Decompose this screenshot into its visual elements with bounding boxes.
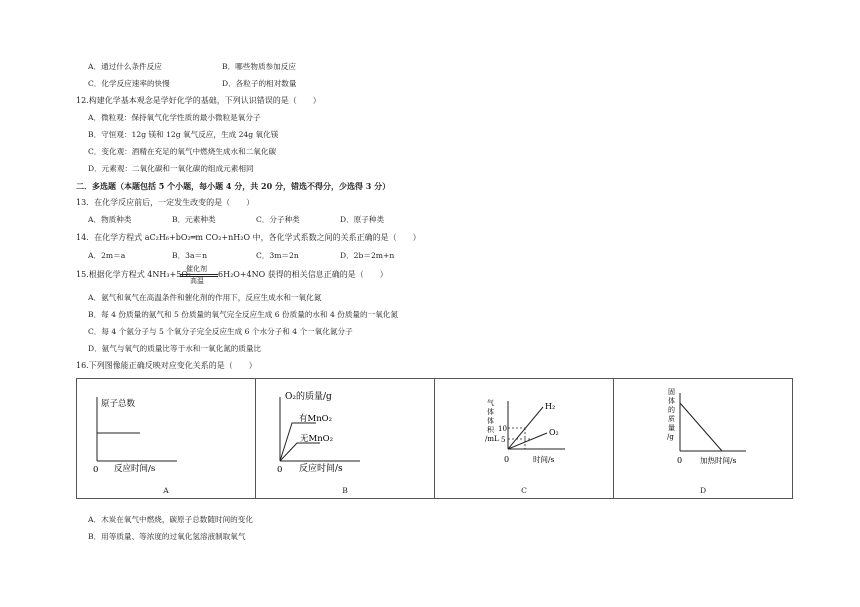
q15-catalyst: 催化剂 bbox=[186, 265, 207, 273]
q14-option-b: B．3a＝n bbox=[172, 251, 208, 260]
q15-arrow-line bbox=[180, 274, 218, 275]
q15-option-a: A．氨气和氧气在高温条件和催化剂的作用下，反应生成水和一氧化氮 bbox=[88, 293, 322, 302]
q13-stem: 13．在化学反应前后，一定发生改变的是（ ） bbox=[76, 198, 255, 207]
graph-b-svg bbox=[256, 379, 434, 483]
q12-option-c: C．变化观：酒精在充足的氧气中燃烧生成水和二氧化碳 bbox=[88, 147, 277, 156]
graph-d-ylabel-4: 质 bbox=[668, 415, 675, 423]
graph-d-label: D bbox=[699, 486, 707, 495]
q12-option-a: A．微粒观：保持氧气化学性质的最小微粒是氧分子 bbox=[88, 113, 261, 122]
graph-c-ylabel-4: 积 bbox=[487, 426, 494, 434]
graph-b-line2-label: 无MnO₂ bbox=[300, 434, 334, 444]
graph-a-svg bbox=[77, 379, 255, 483]
graph-c-label: C bbox=[521, 486, 527, 495]
q13-option-b: B．元素种类 bbox=[172, 215, 216, 224]
graph-c-tick-5: 5 bbox=[501, 436, 506, 444]
q12-option-d: D．元素观：二氧化碳和一氧化碳的组成元素相同 bbox=[88, 164, 254, 173]
graph-d-svg bbox=[614, 379, 792, 483]
q16-stem: 16.下列图像能正确反映对应变化关系的是（ ） bbox=[76, 361, 257, 370]
q11-option-c: C．化学反应速率的快慢 bbox=[88, 79, 170, 88]
graph-d-line bbox=[680, 403, 722, 451]
graph-a-ylabel: 原子总数 bbox=[101, 399, 136, 409]
graph-c-origin: 0 bbox=[504, 455, 510, 464]
graph-d-xlabel: 加热时间/s bbox=[700, 456, 737, 465]
q14-option-a: A．2m＝a bbox=[88, 251, 126, 260]
graph-c-ylabel-2: 体 bbox=[487, 408, 494, 416]
graph-a-origin: 0 bbox=[93, 465, 99, 475]
q14-option-c: C．3m＝2n bbox=[256, 251, 299, 260]
q11-option-b: B．哪些物质参加反应 bbox=[222, 62, 296, 71]
graph-d-ylabel-3: 的 bbox=[668, 406, 675, 414]
graph-c-ylabel-1: 气 bbox=[487, 399, 494, 407]
q12-option-b: B．守恒观：12g 镁和 12g 氧气反应，生成 24g 氧化镁 bbox=[88, 130, 279, 139]
graph-b bbox=[256, 379, 434, 483]
graph-a-label: A bbox=[163, 486, 169, 495]
q11-option-a: A．通过什么条件反应 bbox=[88, 62, 162, 71]
q15-option-c: C．每 4 个氨分子与 5 个氧分子完全反应生成 6 个水分子和 4 个一氧化氮分子 bbox=[88, 327, 353, 336]
graph-d-ylabel-1: 固 bbox=[668, 388, 675, 396]
graph-c-xlabel: 时间/s bbox=[533, 455, 555, 464]
q12-stem: 12.构建化学基本观念是学好化学的基础，下列认识错误的是（ ） bbox=[76, 96, 321, 105]
graph-c-o2-line bbox=[508, 433, 547, 449]
q13-option-c: C．分子种类 bbox=[256, 215, 300, 224]
graph-c-ylabel-3: 体 bbox=[487, 417, 494, 425]
q13-option-d: D．原子种类 bbox=[340, 215, 385, 224]
q15-option-d: D．氨气与氧气的质量比等于水和一氧化氮的质量比 bbox=[88, 344, 262, 353]
graph-d bbox=[614, 379, 792, 483]
q11-option-d: D．各粒子的相对数量 bbox=[222, 79, 297, 88]
q14-stem: 14．在化学方程式 aC₂H₆+bO₂═m CO₂+nH₂O 中，各化学式系数之间的关系正确的是（ ） bbox=[76, 233, 421, 242]
graph-c-o2-label: O₂ bbox=[549, 428, 559, 437]
graph-d-origin: 0 bbox=[677, 456, 683, 465]
graph-c-ylabel-5: /mL bbox=[485, 435, 499, 443]
q16-option-a: A．木炭在氧气中燃烧，碳原子总数随时间的变化 bbox=[88, 515, 253, 524]
graph-d-ylabel-6: /g bbox=[667, 433, 674, 441]
q15-stem-pre: 15.根据化学方程式 4NH₃+5O₂ bbox=[76, 270, 192, 279]
graph-a-xlabel: 反应时间/s bbox=[114, 464, 156, 474]
graph-b-xlabel: 反应时间/s bbox=[299, 464, 343, 474]
graph-b-label: B bbox=[342, 486, 348, 495]
graph-c-h2-label: H₂ bbox=[545, 402, 556, 411]
graph-a bbox=[77, 379, 255, 483]
graph-b-ylabel: O₂的质量/g bbox=[285, 392, 332, 402]
graph-b-line1-label: 有MnO₂ bbox=[299, 414, 333, 424]
q15-stem-post: 6H₂O+4NO 获得的相关信息正确的是（ ） bbox=[218, 270, 388, 279]
graph-b-without-catalyst bbox=[280, 443, 320, 461]
section-heading: 二．多选题（本题包括 5 个小题，每小题 4 分，共 20 分，错选不得分，少选得 3 分） bbox=[76, 181, 391, 191]
q16-option-b: B．用等质量、等浓度的过氧化氢溶液制取氧气 bbox=[88, 532, 246, 541]
graph-c-tick-10: 10 bbox=[498, 425, 507, 433]
q16-graph-table bbox=[76, 378, 793, 499]
graph-c-svg bbox=[435, 379, 613, 483]
q15-heat: 高温 bbox=[190, 277, 204, 285]
graph-b-origin: 0 bbox=[277, 465, 283, 475]
graph-d-ylabel-2: 体 bbox=[668, 397, 675, 405]
q14-option-d: D．2b＝2m+n bbox=[340, 251, 395, 260]
graph-c bbox=[435, 379, 613, 483]
q13-option-a: A．物质种类 bbox=[88, 215, 132, 224]
graph-d-ylabel-5: 量 bbox=[668, 424, 675, 432]
q15-option-b: B．每 4 份质量的氨气和 5 份质量的氧气完全反应生成 6 份质量的水和 4 份质量的一氧化氮 bbox=[88, 310, 398, 319]
